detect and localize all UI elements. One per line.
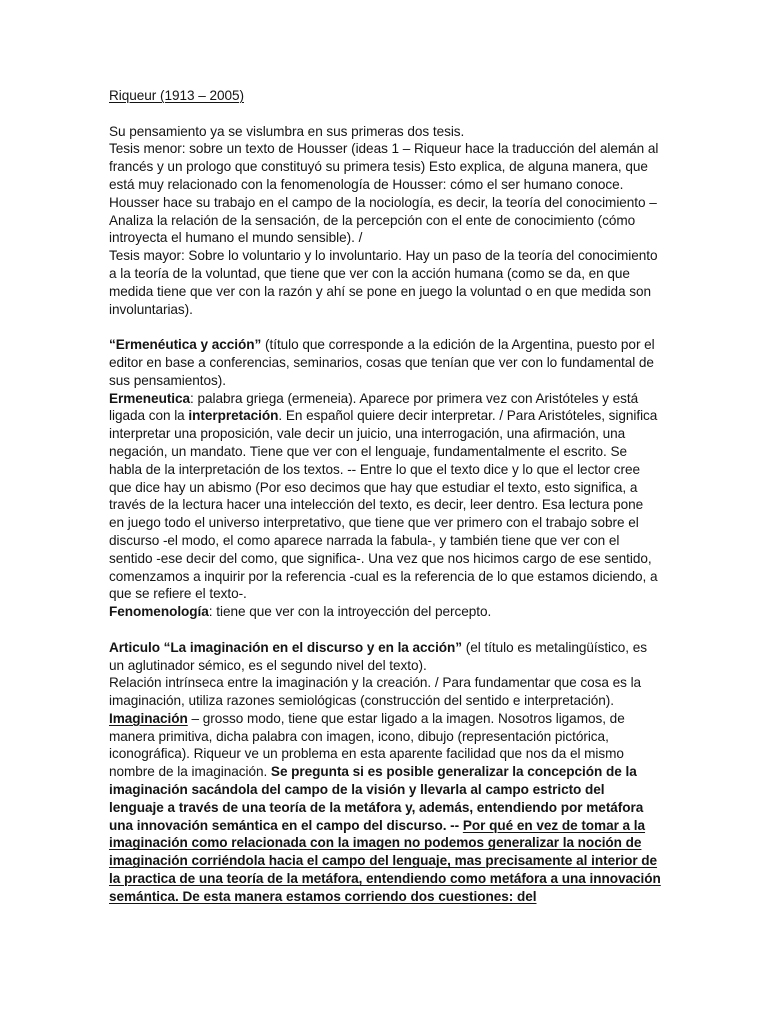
definition-text: : palabra griega (ermeneia). Aparece por primera vez con Aristóteles y está ligada con la [109, 390, 639, 424]
section-heading: Articulo “La imaginación en el discurso y en la acción” [109, 639, 463, 655]
bold-question: Se pregunta si es posible generalizar la concepción de la imaginación sacándola del campo de la visión y llevarla al campo estricto del lenguaje a través de una teoría de la metáfora y, además, entendiendo por metáfora una innovación semántica en el campo del discurso. -- [109, 764, 644, 833]
hermeneutica-heading-paragraph [109, 336, 661, 389]
paragraph-spacer [109, 621, 661, 639]
document-title: Riqueur (1913 – 2005) [109, 88, 244, 103]
paragraph-text: – grosso modo, tiene que estar ligado a la imagen. Nosotros ligamos, de manera primitiva, dicha palabra con imagen, icono, dibujo (representación pictórica, iconográfica). Riqueur ve un problema en esta aparente facilidad que nos da el mismo nombre de la imaginación. [109, 710, 625, 780]
term-interpretacion: interpretación [188, 408, 279, 424]
term-imaginacion: Imaginación [109, 710, 188, 726]
tesis-menor-paragraph: Tesis menor: sobre un texto de Housser (ideas 1 – Riqueur hace la traducción del alemán al francés y un prologo que constituyó su primera tesis) Esto explica, de alguna manera, que está muy relacionado con la fenomenología de Housser: cómo el ser humano conoce. Housser hace su trabajo en el campo de la nociología, es decir, la teoría del conocimiento – Analiza la relación de la sensación, de la percepción con el ente de conocimiento (cómo introyecta el humano el mundo sensible). / [109, 141, 659, 246]
ermeneutica-definition [109, 390, 661, 604]
paragraph-spacer [109, 318, 661, 336]
tesis-mayor-paragraph: Tesis mayor: Sobre lo voluntario y lo involuntario. Hay un paso de la teoría del conocimiento a la teoría de la voluntad, que tiene que ver con la acción humana (como se da, en que medida tiene que ver con la razón y ahí se pone en juego la voluntad o en que medida son involuntarias). [109, 248, 658, 317]
relacion-paragraph: Relación intrínseca entre la imaginación y la creación. / Para fundamentar que cosa es la imaginación, utiliza razones semiológicas (construcción del sentido e interpretación). [109, 675, 642, 709]
paragraph-spacer [109, 105, 661, 123]
term-fenomenologia: Fenomenología [109, 604, 209, 620]
section-heading: “Ermenéutica y acción” [109, 337, 262, 353]
definition-text: : tiene que ver con la introyección del percepto. [208, 604, 492, 620]
fenomenologia-definition [109, 603, 661, 621]
term-ermeneutica: Ermeneutica [109, 390, 191, 406]
imaginacion-paragraph [109, 710, 661, 906]
section-heading-note: (el título es metalingüístico, es un aglutinador sémico, es el segundo nivel del texto). [109, 639, 647, 673]
section-heading-note: (título que corresponde a la edición de la Argentina, puesto por el editor en base a conferencias, seminarios, cosas que tenían que ver con lo fundamental de sus pensamientos). [109, 337, 655, 388]
articulo-heading-paragraph [109, 639, 661, 675]
definition-text: . En español quiere decir interpretar. / Para Aristóteles, significa interpretar una proposición, vale decir un juicio, una interrogación, una afirmación, una negación, un mandato. Tiene que ver con el lenguaje, fundamentalmente el escrito. Se habla de la interpretación de los textos. -- Entre lo que el texto dice y lo que el lector cree que dice hay un abismo (Por eso decimos que hay que estudiar el texto, esto significa, a través de la lectura hacer una intelección del texto, es decir, leer dentro. Esa lectura pone en juego todo el universo interpretativo, que tiene que ver primero con el trabajo sobre el discurso -el modo, el como aparece narrada la fabula-, y también tiene que ver con el sentido -ese decir del como, que significa-. Una vez que nos hicimos cargo de ese sentido, comenzamos a inquirir por la referencia -cual es la referencia de lo que estamos diciendo, a que se refiere el texto-. [109, 408, 658, 602]
document-page [109, 87, 661, 906]
intro-paragraph-1: Su pensamiento ya se vislumbra en sus primeras dos tesis. [109, 123, 465, 139]
bold-underlined-question: Por qué en vez de tomar a la imaginación como relacionada con la imagen no podemos generalizar la noción de imaginación corriéndola hacia el campo del lenguaje, mas precisamente al interior de la practica de una teoría de la metáfora, entendiendo como metáfora a una innovación semántica. De esta manera estamos corriendo dos cuestiones: del [109, 817, 661, 904]
